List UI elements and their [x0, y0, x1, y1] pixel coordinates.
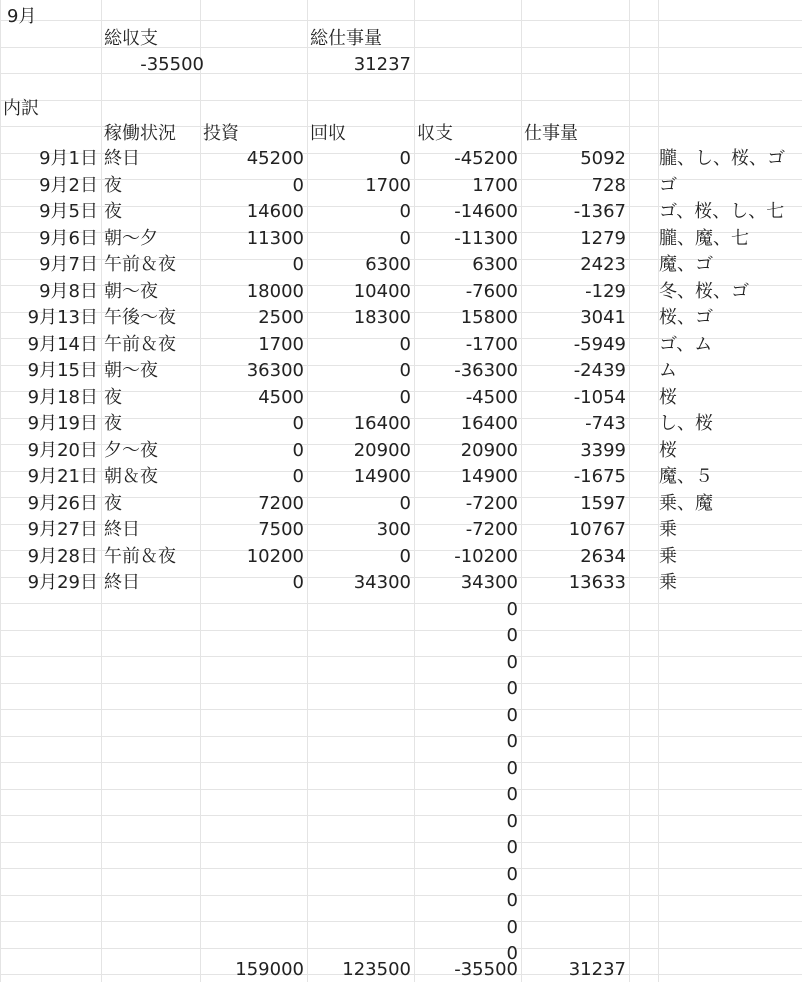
- row-cell-recover[interactable]: 10400: [353, 281, 411, 302]
- row-cell-work[interactable]: -1367: [573, 201, 626, 222]
- row-cell-recover[interactable]: 6300: [365, 254, 411, 275]
- row-cell-balance[interactable]: 34300: [460, 572, 518, 593]
- row-cell-recover[interactable]: 0: [399, 360, 411, 381]
- row-cell-note[interactable]: ゴ、ム: [659, 334, 713, 355]
- row-cell-invest[interactable]: 1700: [258, 334, 304, 355]
- empty-row-balance-cell[interactable]: 0: [506, 652, 518, 673]
- row-cell-balance[interactable]: 15800: [460, 307, 518, 328]
- empty-row-balance-cell[interactable]: 0: [506, 758, 518, 779]
- row-cell-balance[interactable]: 16400: [460, 413, 518, 434]
- row-cell-work[interactable]: -2439: [573, 360, 626, 381]
- row-cell-work[interactable]: 13633: [568, 572, 626, 593]
- total-work-value[interactable]: 31237: [353, 54, 411, 75]
- row-cell-balance[interactable]: -11300: [454, 228, 518, 249]
- row-cell-work[interactable]: -743: [585, 413, 626, 434]
- row-cell-note[interactable]: 乗、魔: [659, 493, 713, 514]
- row-cell-status[interactable]: 朝＆夜: [104, 466, 158, 487]
- empty-row-balance-cell[interactable]: 0: [506, 917, 518, 938]
- gridline-horizontal: [0, 630, 802, 631]
- empty-row-balance-cell[interactable]: 0: [506, 599, 518, 620]
- row-cell-date[interactable]: 9月29日: [27, 572, 98, 593]
- row-cell-status[interactable]: 午後〜夜: [104, 307, 176, 328]
- month-label[interactable]: 9月: [7, 6, 37, 27]
- row-cell-invest[interactable]: 0: [292, 175, 304, 196]
- row-cell-status[interactable]: 午前＆夜: [104, 334, 176, 355]
- row-cell-invest[interactable]: 18000: [246, 281, 304, 302]
- row-cell-note[interactable]: 朧、し、桜、ゴ: [659, 148, 785, 169]
- gridline-horizontal: [0, 868, 802, 869]
- row-cell-recover[interactable]: 0: [399, 201, 411, 222]
- row-cell-date[interactable]: 9月13日: [27, 307, 98, 328]
- row-cell-work[interactable]: 1279: [580, 228, 626, 249]
- gridline-horizontal: [0, 20, 802, 21]
- row-cell-recover[interactable]: 20900: [353, 440, 411, 461]
- empty-row-balance-cell[interactable]: 0: [506, 625, 518, 646]
- row-cell-note[interactable]: 乗: [659, 546, 677, 567]
- row-cell-status[interactable]: 朝〜夜: [104, 360, 158, 381]
- row-cell-recover[interactable]: 16400: [353, 413, 411, 434]
- empty-row-balance-cell[interactable]: 0: [506, 890, 518, 911]
- row-cell-invest[interactable]: 7500: [258, 519, 304, 540]
- row-cell-recover[interactable]: 14900: [353, 466, 411, 487]
- row-cell-work[interactable]: 10767: [568, 519, 626, 540]
- row-cell-note[interactable]: 乗: [659, 519, 677, 540]
- row-cell-status[interactable]: 終日: [104, 148, 140, 169]
- row-cell-date[interactable]: 9月28日: [27, 546, 98, 567]
- empty-row-balance-cell[interactable]: 0: [506, 943, 518, 964]
- row-cell-status[interactable]: 終日: [104, 572, 140, 593]
- breakdown-label[interactable]: 内訳: [3, 98, 39, 119]
- row-cell-note[interactable]: 冬、桜、ゴ: [659, 281, 749, 302]
- total-recover[interactable]: 123500: [342, 959, 411, 980]
- header-invest[interactable]: 投資: [203, 123, 239, 144]
- row-cell-work[interactable]: -129: [585, 281, 626, 302]
- gridline-horizontal: [0, 100, 802, 101]
- row-cell-work[interactable]: 1597: [580, 493, 626, 514]
- row-cell-recover[interactable]: 0: [399, 228, 411, 249]
- row-cell-note[interactable]: し、桜: [659, 413, 713, 434]
- gridline-vertical: [629, 0, 630, 982]
- row-cell-date[interactable]: 9月7日: [39, 254, 98, 275]
- row-cell-balance[interactable]: -7200: [465, 519, 518, 540]
- row-cell-status[interactable]: 午前＆夜: [104, 546, 176, 567]
- row-cell-invest[interactable]: 0: [292, 572, 304, 593]
- empty-row-balance-cell[interactable]: 0: [506, 864, 518, 885]
- row-cell-work[interactable]: -5949: [573, 334, 626, 355]
- row-cell-invest[interactable]: 4500: [258, 387, 304, 408]
- row-cell-invest[interactable]: 0: [292, 466, 304, 487]
- row-cell-balance[interactable]: -36300: [454, 360, 518, 381]
- row-cell-invest[interactable]: 36300: [246, 360, 304, 381]
- gridline-horizontal: [0, 683, 802, 684]
- row-cell-work[interactable]: 728: [591, 175, 626, 196]
- row-cell-date[interactable]: 9月6日: [39, 228, 98, 249]
- row-cell-balance[interactable]: -7600: [465, 281, 518, 302]
- row-cell-status[interactable]: 夜: [104, 387, 122, 408]
- row-cell-recover[interactable]: 0: [399, 334, 411, 355]
- gridline-horizontal: [0, 656, 802, 657]
- empty-row-balance-cell[interactable]: 0: [506, 705, 518, 726]
- row-cell-date[interactable]: 9月20日: [27, 440, 98, 461]
- row-cell-note[interactable]: 朧、魔、七: [659, 228, 749, 249]
- row-cell-date[interactable]: 9月18日: [27, 387, 98, 408]
- row-cell-invest[interactable]: 2500: [258, 307, 304, 328]
- row-cell-date[interactable]: 9月1日: [39, 148, 98, 169]
- gridline-horizontal: [0, 762, 802, 763]
- header-work[interactable]: 仕事量: [524, 123, 578, 144]
- header-balance[interactable]: 収支: [417, 123, 453, 144]
- total-balance-label[interactable]: 総収支: [104, 28, 158, 49]
- row-cell-status[interactable]: 終日: [104, 519, 140, 540]
- total-invest[interactable]: 159000: [235, 959, 304, 980]
- row-cell-invest[interactable]: 10200: [246, 546, 304, 567]
- total-work[interactable]: 31237: [568, 959, 626, 980]
- row-cell-work[interactable]: 5092: [580, 148, 626, 169]
- row-cell-status[interactable]: 夜: [104, 175, 122, 196]
- row-cell-invest[interactable]: 14600: [246, 201, 304, 222]
- empty-row-balance-cell[interactable]: 0: [506, 678, 518, 699]
- row-cell-status[interactable]: 夕〜夜: [104, 440, 158, 461]
- row-cell-balance[interactable]: -1700: [465, 334, 518, 355]
- total-balance-value[interactable]: -35500: [140, 54, 204, 75]
- row-cell-note[interactable]: ゴ、桜、し、七: [659, 201, 785, 222]
- row-cell-date[interactable]: 9月14日: [27, 334, 98, 355]
- row-cell-balance[interactable]: 20900: [460, 440, 518, 461]
- row-cell-balance[interactable]: -10200: [454, 546, 518, 567]
- row-cell-note[interactable]: 桜: [659, 440, 677, 461]
- row-cell-note[interactable]: 魔、ゴ: [659, 254, 713, 275]
- row-cell-recover[interactable]: 300: [376, 519, 411, 540]
- total-balance[interactable]: -35500: [454, 959, 518, 980]
- row-cell-recover[interactable]: 0: [399, 148, 411, 169]
- row-cell-balance[interactable]: -4500: [465, 387, 518, 408]
- row-cell-recover[interactable]: 34300: [353, 572, 411, 593]
- row-cell-note[interactable]: 桜、ゴ: [659, 307, 713, 328]
- header-recover[interactable]: 回収: [310, 123, 346, 144]
- row-cell-invest[interactable]: 11300: [246, 228, 304, 249]
- row-cell-date[interactable]: 9月2日: [39, 175, 98, 196]
- gridline-horizontal: [0, 948, 802, 949]
- row-cell-status[interactable]: 夜: [104, 493, 122, 514]
- gridline-horizontal: [0, 842, 802, 843]
- row-cell-date[interactable]: 9月26日: [27, 493, 98, 514]
- row-cell-balance[interactable]: 1700: [472, 175, 518, 196]
- row-cell-status[interactable]: 夜: [104, 413, 122, 434]
- header-status[interactable]: 稼働状況: [104, 123, 176, 144]
- row-cell-balance[interactable]: -45200: [454, 148, 518, 169]
- row-cell-note[interactable]: ム: [659, 360, 677, 381]
- row-cell-balance[interactable]: 6300: [472, 254, 518, 275]
- row-cell-date[interactable]: 9月27日: [27, 519, 98, 540]
- row-cell-date[interactable]: 9月21日: [27, 466, 98, 487]
- row-cell-invest[interactable]: 7200: [258, 493, 304, 514]
- row-cell-work[interactable]: 2634: [580, 546, 626, 567]
- row-cell-recover[interactable]: 0: [399, 493, 411, 514]
- gridline-horizontal: [0, 815, 802, 816]
- row-cell-note[interactable]: 乗: [659, 572, 677, 593]
- row-cell-recover[interactable]: 18300: [353, 307, 411, 328]
- row-cell-invest[interactable]: 0: [292, 440, 304, 461]
- row-cell-date[interactable]: 9月8日: [39, 281, 98, 302]
- row-cell-note[interactable]: 魔、５: [659, 466, 713, 487]
- row-cell-recover[interactable]: 0: [399, 546, 411, 567]
- gridline-horizontal: [0, 736, 802, 737]
- total-work-label[interactable]: 総仕事量: [310, 28, 382, 49]
- row-cell-date[interactable]: 9月19日: [27, 413, 98, 434]
- row-cell-status[interactable]: 午前＆夜: [104, 254, 176, 275]
- row-cell-status[interactable]: 朝〜夜: [104, 281, 158, 302]
- gridline-horizontal: [0, 789, 802, 790]
- row-cell-work[interactable]: 3399: [580, 440, 626, 461]
- row-cell-work[interactable]: 3041: [580, 307, 626, 328]
- row-cell-recover[interactable]: 1700: [365, 175, 411, 196]
- row-cell-balance[interactable]: -7200: [465, 493, 518, 514]
- row-cell-status[interactable]: 朝〜夕: [104, 228, 158, 249]
- row-cell-invest[interactable]: 0: [292, 254, 304, 275]
- gridline-horizontal: [0, 709, 802, 710]
- empty-row-balance-cell[interactable]: 0: [506, 731, 518, 752]
- row-cell-date[interactable]: 9月5日: [39, 201, 98, 222]
- empty-row-balance-cell[interactable]: 0: [506, 837, 518, 858]
- row-cell-note[interactable]: 桜: [659, 387, 677, 408]
- row-cell-status[interactable]: 夜: [104, 201, 122, 222]
- empty-row-balance-cell[interactable]: 0: [506, 811, 518, 832]
- row-cell-date[interactable]: 9月15日: [27, 360, 98, 381]
- row-cell-note[interactable]: ゴ: [659, 175, 677, 196]
- gridline-horizontal: [0, 603, 802, 604]
- gridline-horizontal: [0, 921, 802, 922]
- row-cell-balance[interactable]: 14900: [460, 466, 518, 487]
- row-cell-balance[interactable]: -14600: [454, 201, 518, 222]
- row-cell-recover[interactable]: 0: [399, 387, 411, 408]
- row-cell-work[interactable]: -1054: [573, 387, 626, 408]
- gridline-horizontal: [0, 895, 802, 896]
- empty-row-balance-cell[interactable]: 0: [506, 784, 518, 805]
- row-cell-invest[interactable]: 45200: [246, 148, 304, 169]
- row-cell-work[interactable]: 2423: [580, 254, 626, 275]
- row-cell-work[interactable]: -1675: [573, 466, 626, 487]
- row-cell-invest[interactable]: 0: [292, 413, 304, 434]
